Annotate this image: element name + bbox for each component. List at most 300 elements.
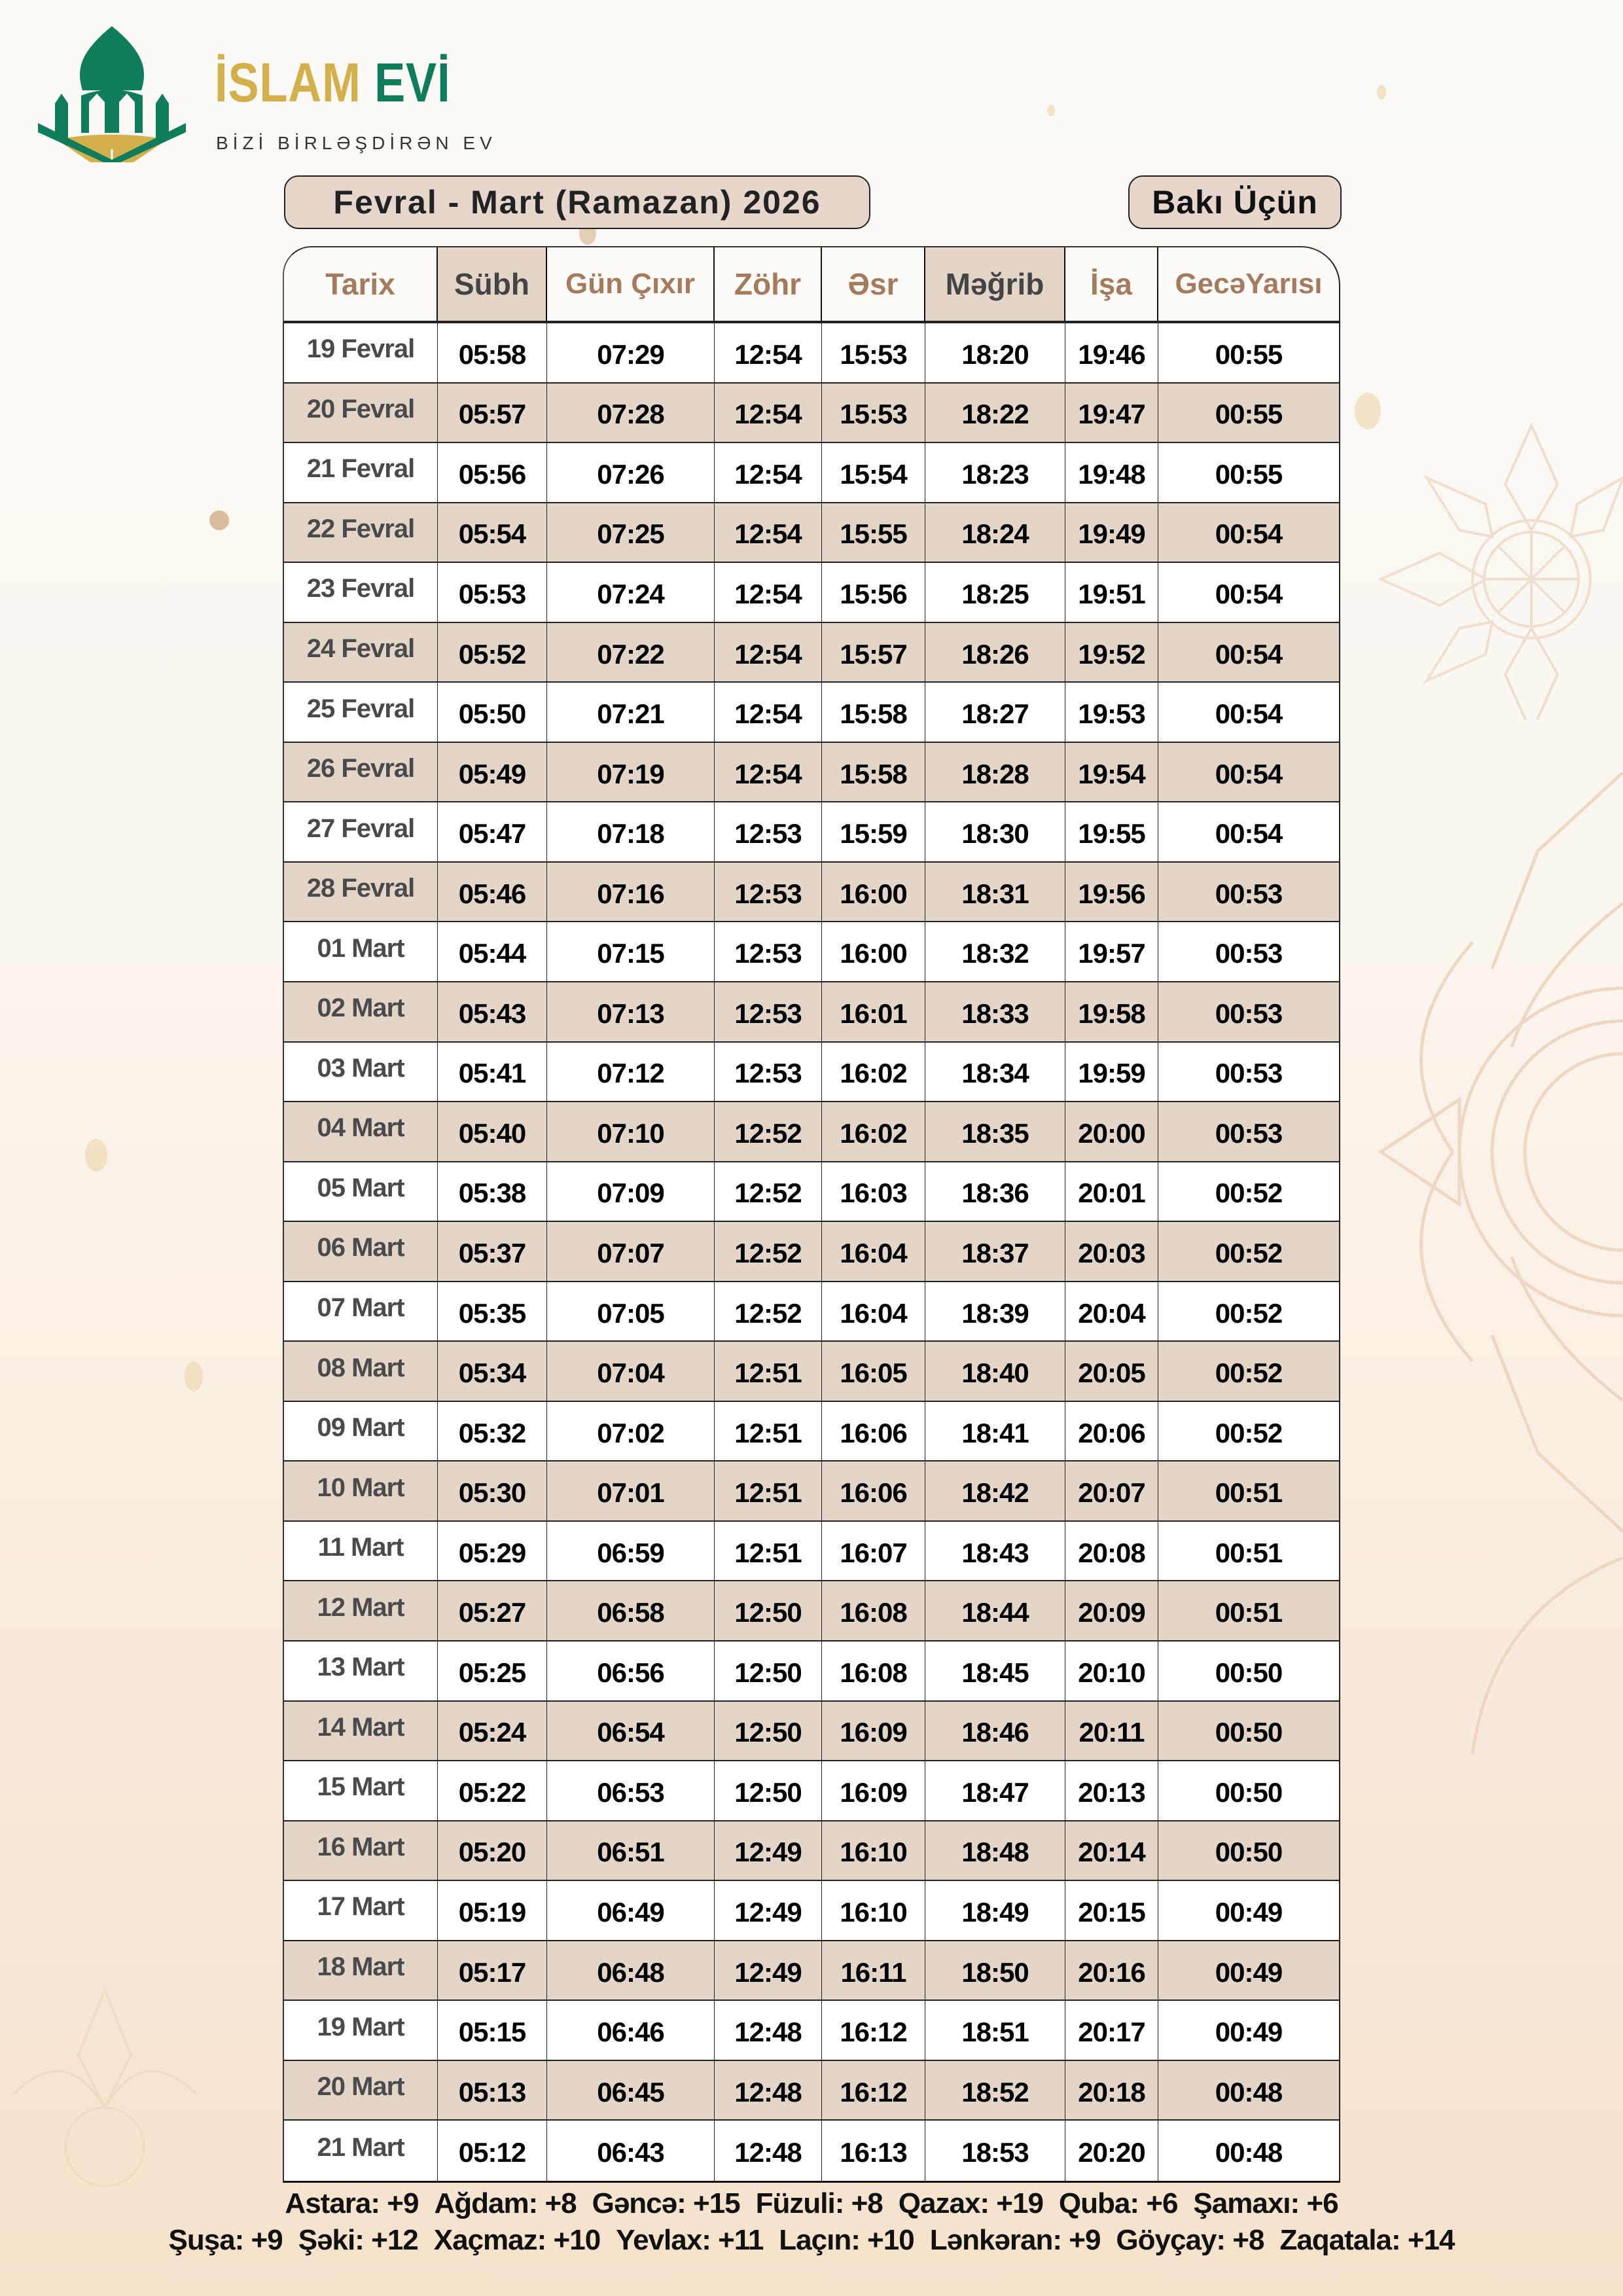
table-row xyxy=(284,503,1339,564)
cell-sunrise: 06:59 xyxy=(547,1522,715,1581)
cell-date: 05 Mart xyxy=(284,1162,438,1221)
cell-sunrise: 07:04 xyxy=(547,1342,715,1401)
cell-fajr: 05:38 xyxy=(438,1162,547,1221)
cell-dhuhr: 12:50 xyxy=(715,1702,822,1761)
cell-dhuhr: 12:54 xyxy=(715,623,822,682)
cell-asr: 16:08 xyxy=(822,1581,925,1640)
brand-tagline: BİZİ BİRLƏŞDİRƏN EV xyxy=(216,133,497,153)
cell-fajr: 05:34 xyxy=(438,1342,547,1401)
cell-date: 21 Fevral xyxy=(284,443,438,502)
table-row xyxy=(284,443,1339,503)
cell-fajr: 05:19 xyxy=(438,1881,547,1940)
cell-midnight: 00:54 xyxy=(1215,758,1283,789)
cell-isha: 20:10 xyxy=(1065,1641,1158,1700)
cell-sunrise: 06:51 xyxy=(547,1821,715,1880)
city-offsets-line-2 xyxy=(0,2224,1623,2257)
city-offset: Zaqatala: +14 xyxy=(1279,2224,1455,2256)
cell-asr: 16:09 xyxy=(822,1702,925,1761)
column-header-fajr: Sübh xyxy=(438,247,547,321)
cell-asr: 16:00 xyxy=(822,863,925,922)
cell-dhuhr: 12:54 xyxy=(715,743,822,802)
cell-midnight: 00:53 xyxy=(1215,1117,1283,1149)
cell-midnight: 00:52 xyxy=(1215,1297,1283,1329)
cell-date: 17 Mart xyxy=(284,1881,438,1940)
cell-asr: 16:09 xyxy=(822,1761,925,1820)
cell-dhuhr: 12:50 xyxy=(715,1761,822,1820)
cell-sunrise: 07:22 xyxy=(547,623,715,682)
cell-maghrib: 18:51 xyxy=(925,2001,1065,2060)
cell-maghrib: 18:34 xyxy=(925,1043,1065,1102)
cell-midnight: 00:48 xyxy=(1215,2076,1283,2108)
cell-dhuhr: 12:52 xyxy=(715,1162,822,1221)
cell-sunrise: 07:25 xyxy=(547,503,715,562)
cell-date: 09 Mart xyxy=(284,1402,438,1461)
cell-sunrise: 07:12 xyxy=(547,1043,715,1102)
cell-date: 21 Mart xyxy=(284,2121,438,2181)
city-offset: Şəki: +12 xyxy=(298,2224,418,2256)
cell-maghrib: 18:26 xyxy=(925,623,1065,682)
cell-asr: 16:05 xyxy=(822,1342,925,1401)
cell-maghrib: 18:40 xyxy=(925,1342,1065,1401)
cell-fajr: 05:27 xyxy=(438,1581,547,1640)
cell-maghrib: 18:31 xyxy=(925,863,1065,922)
table-row xyxy=(284,1821,1339,1882)
cell-asr: 16:03 xyxy=(822,1162,925,1221)
table-row xyxy=(284,1102,1339,1162)
cell-midnight: 00:50 xyxy=(1215,1837,1283,1868)
table-row xyxy=(284,743,1339,803)
cell-midnight: 00:49 xyxy=(1215,2017,1283,2048)
cell-sunrise: 07:26 xyxy=(547,443,715,502)
table-row xyxy=(284,1581,1339,1641)
cell-sunrise: 07:10 xyxy=(547,1102,715,1161)
cell-fajr: 05:40 xyxy=(438,1102,547,1161)
cell-isha: 20:20 xyxy=(1065,2121,1158,2181)
city-offset: Füzuli: +8 xyxy=(755,2187,883,2219)
cell-maghrib: 18:49 xyxy=(925,1881,1065,1940)
mandala-decoration-bottom-left xyxy=(0,1964,236,2199)
cell-fajr: 05:17 xyxy=(438,1941,547,2000)
cell-maghrib: 18:53 xyxy=(925,2121,1065,2181)
cell-date: 16 Mart xyxy=(284,1821,438,1880)
cell-dhuhr: 12:48 xyxy=(715,2001,822,2060)
cell-dhuhr: 12:53 xyxy=(715,863,822,922)
cell-asr: 16:06 xyxy=(822,1402,925,1461)
cell-maghrib: 18:27 xyxy=(925,683,1065,742)
cell-sunrise: 07:15 xyxy=(547,922,715,981)
cell-date: 19 Fevral xyxy=(284,323,438,382)
cell-midnight: 00:49 xyxy=(1215,1956,1283,1988)
city-offset: Yevlax: +11 xyxy=(616,2224,764,2256)
cell-date: 07 Mart xyxy=(284,1282,438,1341)
cell-dhuhr: 12:50 xyxy=(715,1581,822,1640)
table-row xyxy=(284,922,1339,982)
table-row xyxy=(284,1462,1339,1522)
cell-maghrib: 18:35 xyxy=(925,1102,1065,1161)
table-row xyxy=(284,802,1339,863)
cell-sunrise: 07:21 xyxy=(547,683,715,742)
city-offsets-line-1 xyxy=(0,2187,1623,2220)
cell-isha: 19:58 xyxy=(1065,982,1158,1041)
cell-sunrise: 07:13 xyxy=(547,982,715,1041)
mandala-decoration-top xyxy=(1361,406,1623,720)
column-header-sunrise: Gün Çıxır xyxy=(547,247,715,321)
city-offset: Lənkəran: +9 xyxy=(929,2224,1101,2256)
table-row xyxy=(284,1162,1339,1223)
cell-asr: 16:10 xyxy=(822,1881,925,1940)
cell-isha: 19:54 xyxy=(1065,743,1158,802)
cell-date: 24 Fevral xyxy=(284,623,438,682)
cell-midnight: 00:54 xyxy=(1215,638,1283,670)
cell-fajr: 05:56 xyxy=(438,443,547,502)
cell-fajr: 05:22 xyxy=(438,1761,547,1820)
cell-maghrib: 18:37 xyxy=(925,1222,1065,1281)
cell-isha: 20:13 xyxy=(1065,1761,1158,1820)
cell-maghrib: 18:25 xyxy=(925,563,1065,622)
cell-date: 26 Fevral xyxy=(284,743,438,802)
cell-midnight: 00:52 xyxy=(1215,1177,1283,1209)
cell-date: 14 Mart xyxy=(284,1702,438,1761)
cell-date: 19 Mart xyxy=(284,2001,438,2060)
city-offset: Quba: +6 xyxy=(1058,2187,1178,2219)
table-row xyxy=(284,683,1339,743)
table-row xyxy=(284,1941,1339,2001)
cell-maghrib: 18:36 xyxy=(925,1162,1065,1221)
cell-date: 13 Mart xyxy=(284,1641,438,1700)
cell-maghrib: 18:32 xyxy=(925,922,1065,981)
cell-maghrib: 18:22 xyxy=(925,384,1065,442)
column-header-isha: İşa xyxy=(1065,247,1158,321)
paint-splash xyxy=(1047,105,1055,117)
cell-dhuhr: 12:52 xyxy=(715,1282,822,1341)
cell-dhuhr: 12:54 xyxy=(715,384,822,442)
cell-midnight: 00:51 xyxy=(1215,1597,1283,1628)
table-row xyxy=(284,1641,1339,1702)
cell-isha: 20:16 xyxy=(1065,1941,1158,2000)
cell-midnight: 00:53 xyxy=(1215,938,1283,969)
cell-isha: 19:47 xyxy=(1065,384,1158,442)
cell-date: 12 Mart xyxy=(284,1581,438,1640)
cell-fajr: 05:49 xyxy=(438,743,547,802)
cell-midnight: 00:50 xyxy=(1215,1717,1283,1748)
cell-maghrib: 18:48 xyxy=(925,1821,1065,1880)
cell-asr: 15:56 xyxy=(822,563,925,622)
brand-name xyxy=(215,52,451,113)
cell-sunrise: 07:07 xyxy=(547,1222,715,1281)
cell-asr: 16:12 xyxy=(822,2061,925,2120)
cell-midnight: 00:52 xyxy=(1215,1237,1283,1268)
cell-isha: 19:57 xyxy=(1065,922,1158,981)
cell-fajr: 05:46 xyxy=(438,863,547,922)
cell-asr: 16:04 xyxy=(822,1282,925,1341)
cell-dhuhr: 12:51 xyxy=(715,1402,822,1461)
cell-dhuhr: 12:53 xyxy=(715,982,822,1041)
cell-date: 28 Fevral xyxy=(284,863,438,922)
cell-sunrise: 07:18 xyxy=(547,802,715,861)
cell-midnight: 00:55 xyxy=(1215,458,1283,490)
cell-asr: 15:58 xyxy=(822,743,925,802)
cell-dhuhr: 12:48 xyxy=(715,2061,822,2120)
cell-midnight: 00:55 xyxy=(1215,399,1283,430)
cell-midnight: 00:52 xyxy=(1215,1417,1283,1448)
column-header-dhuhr: Zöhr xyxy=(715,247,822,321)
cell-fajr: 05:37 xyxy=(438,1222,547,1281)
cell-date: 01 Mart xyxy=(284,922,438,981)
cell-asr: 16:10 xyxy=(822,1821,925,1880)
cell-fajr: 05:24 xyxy=(438,1702,547,1761)
cell-date: 23 Fevral xyxy=(284,563,438,622)
brand-logo xyxy=(37,25,691,162)
cell-date: 11 Mart xyxy=(284,1522,438,1581)
cell-maghrib: 18:42 xyxy=(925,1462,1065,1520)
cell-asr: 16:02 xyxy=(822,1043,925,1102)
cell-maghrib: 18:28 xyxy=(925,743,1065,802)
cell-midnight: 00:51 xyxy=(1215,1537,1283,1568)
cell-fajr: 05:53 xyxy=(438,563,547,622)
cell-isha: 20:03 xyxy=(1065,1222,1158,1281)
cell-isha: 20:04 xyxy=(1065,1282,1158,1341)
cell-dhuhr: 12:51 xyxy=(715,1522,822,1581)
cell-isha: 20:07 xyxy=(1065,1462,1158,1520)
cell-maghrib: 18:41 xyxy=(925,1402,1065,1461)
cell-sunrise: 07:24 xyxy=(547,563,715,622)
column-header-midnight: GecəYarısı xyxy=(1175,268,1323,300)
city-badge: Bakı Üçün xyxy=(1128,175,1342,229)
cell-isha: 19:48 xyxy=(1065,443,1158,502)
cell-isha: 19:59 xyxy=(1065,1043,1158,1102)
cell-dhuhr: 12:49 xyxy=(715,1941,822,2000)
cell-dhuhr: 12:52 xyxy=(715,1102,822,1161)
paint-splash xyxy=(185,1361,203,1391)
cell-sunrise: 06:46 xyxy=(547,2001,715,2060)
table-row xyxy=(284,384,1339,444)
table-body xyxy=(283,323,1340,2183)
cell-maghrib: 18:50 xyxy=(925,1941,1065,2000)
brand-name-part2: EVİ xyxy=(374,52,451,113)
cell-maghrib: 18:45 xyxy=(925,1641,1065,1700)
cell-fajr: 05:30 xyxy=(438,1462,547,1520)
cell-isha: 20:18 xyxy=(1065,2061,1158,2120)
cell-midnight: 00:54 xyxy=(1215,818,1283,850)
cell-isha: 20:11 xyxy=(1065,1702,1158,1761)
mosque-book-icon xyxy=(37,25,187,162)
cell-fajr: 05:58 xyxy=(438,323,547,382)
cell-sunrise: 07:16 xyxy=(547,863,715,922)
cell-midnight: 00:54 xyxy=(1215,518,1283,550)
cell-fajr: 05:57 xyxy=(438,384,547,442)
cell-date: 20 Mart xyxy=(284,2061,438,2120)
cell-fajr: 05:15 xyxy=(438,2001,547,2060)
paint-splash xyxy=(209,511,229,530)
cell-midnight: 00:53 xyxy=(1215,997,1283,1029)
cell-fajr: 05:20 xyxy=(438,1821,547,1880)
table-row xyxy=(284,1881,1339,1941)
cell-dhuhr: 12:53 xyxy=(715,1043,822,1102)
cell-isha: 19:56 xyxy=(1065,863,1158,922)
cell-fajr: 05:50 xyxy=(438,683,547,742)
cell-date: 27 Fevral xyxy=(284,802,438,861)
cell-sunrise: 06:43 xyxy=(547,2121,715,2181)
cell-asr: 15:55 xyxy=(822,503,925,562)
cell-sunrise: 06:56 xyxy=(547,1641,715,1700)
cell-date: 10 Mart xyxy=(284,1462,438,1520)
cell-date: 20 Fevral xyxy=(284,384,438,442)
city-offset: Gəncə: +15 xyxy=(592,2187,740,2219)
cell-dhuhr: 12:48 xyxy=(715,2121,822,2181)
period-title: Fevral - Mart (Ramazan) 2026 xyxy=(284,175,870,229)
cell-dhuhr: 12:49 xyxy=(715,1881,822,1940)
column-header-date: Tarix xyxy=(284,247,438,321)
cell-dhuhr: 12:49 xyxy=(715,1821,822,1880)
cell-asr: 15:53 xyxy=(822,323,925,382)
cell-sunrise: 07:28 xyxy=(547,384,715,442)
cell-dhuhr: 12:53 xyxy=(715,922,822,981)
cell-fajr: 05:32 xyxy=(438,1402,547,1461)
cell-asr: 16:02 xyxy=(822,1102,925,1161)
cell-fajr: 05:29 xyxy=(438,1522,547,1581)
city-offset: Astara: +9 xyxy=(285,2187,419,2219)
cell-maghrib: 18:47 xyxy=(925,1761,1065,1820)
cell-fajr: 05:52 xyxy=(438,623,547,682)
cell-sunrise: 07:29 xyxy=(547,323,715,382)
table-row xyxy=(284,2061,1339,2121)
cell-maghrib: 18:46 xyxy=(925,1702,1065,1761)
cell-fajr: 05:41 xyxy=(438,1043,547,1102)
cell-midnight: 00:53 xyxy=(1215,1058,1283,1089)
cell-maghrib: 18:23 xyxy=(925,443,1065,502)
cell-midnight: 00:54 xyxy=(1215,698,1283,730)
table-row xyxy=(284,1222,1339,1282)
cell-sunrise: 06:48 xyxy=(547,1941,715,2000)
cell-maghrib: 18:30 xyxy=(925,802,1065,861)
cell-midnight: 00:49 xyxy=(1215,1896,1283,1928)
cell-date: 15 Mart xyxy=(284,1761,438,1820)
cell-dhuhr: 12:54 xyxy=(715,563,822,622)
cell-sunrise: 06:53 xyxy=(547,1761,715,1820)
cell-maghrib: 18:52 xyxy=(925,2061,1065,2120)
table-row xyxy=(284,863,1339,923)
table-row xyxy=(284,1702,1339,1762)
cell-maghrib: 18:20 xyxy=(925,323,1065,382)
cell-isha: 19:52 xyxy=(1065,623,1158,682)
cell-fajr: 05:47 xyxy=(438,802,547,861)
paint-splash xyxy=(1377,85,1386,99)
cell-isha: 20:09 xyxy=(1065,1581,1158,1640)
table-header xyxy=(283,246,1340,323)
cell-isha: 19:46 xyxy=(1065,323,1158,382)
table-row xyxy=(284,1342,1339,1402)
cell-fajr: 05:43 xyxy=(438,982,547,1041)
cell-asr: 16:08 xyxy=(822,1641,925,1700)
cell-date: 02 Mart xyxy=(284,982,438,1041)
cell-dhuhr: 12:52 xyxy=(715,1222,822,1281)
cell-dhuhr: 12:51 xyxy=(715,1342,822,1401)
cell-asr: 15:58 xyxy=(822,683,925,742)
cell-maghrib: 18:43 xyxy=(925,1522,1065,1581)
city-offset: Göyçay: +8 xyxy=(1116,2224,1264,2256)
cell-date: 06 Mart xyxy=(284,1222,438,1281)
cell-isha: 19:51 xyxy=(1065,563,1158,622)
cell-asr: 16:07 xyxy=(822,1522,925,1581)
cell-midnight: 00:51 xyxy=(1215,1477,1283,1509)
cell-isha: 19:49 xyxy=(1065,503,1158,562)
table-row xyxy=(284,2121,1339,2181)
cell-fajr: 05:35 xyxy=(438,1282,547,1341)
cell-dhuhr: 12:54 xyxy=(715,443,822,502)
cell-isha: 19:55 xyxy=(1065,802,1158,861)
cell-asr: 16:01 xyxy=(822,982,925,1041)
cell-isha: 20:00 xyxy=(1065,1102,1158,1161)
mandala-decoration-right xyxy=(1342,772,1623,1754)
column-header-asr: Əsr xyxy=(822,247,925,321)
cell-asr: 16:11 xyxy=(822,1941,925,2000)
cell-sunrise: 07:19 xyxy=(547,743,715,802)
cell-midnight: 00:55 xyxy=(1215,338,1283,370)
cell-maghrib: 18:24 xyxy=(925,503,1065,562)
cell-midnight: 00:48 xyxy=(1215,2137,1283,2168)
brand-name-part1: İSLAM xyxy=(215,52,361,113)
table-row xyxy=(284,623,1339,683)
cell-sunrise: 06:54 xyxy=(547,1702,715,1761)
table-row xyxy=(284,982,1339,1043)
city-offset: Qazax: +19 xyxy=(898,2187,1043,2219)
city-offset: Şuşa: +9 xyxy=(168,2224,283,2256)
cell-isha: 20:14 xyxy=(1065,1821,1158,1880)
cell-date: 18 Mart xyxy=(284,1941,438,2000)
cell-dhuhr: 12:51 xyxy=(715,1462,822,1520)
cell-isha: 20:17 xyxy=(1065,2001,1158,2060)
cell-isha: 20:15 xyxy=(1065,1881,1158,1940)
table-row xyxy=(284,2001,1339,2061)
city-offset: Şamaxı: +6 xyxy=(1193,2187,1338,2219)
cell-asr: 16:12 xyxy=(822,2001,925,2060)
cell-midnight: 00:54 xyxy=(1215,578,1283,609)
cell-sunrise: 07:05 xyxy=(547,1282,715,1341)
cell-asr: 16:13 xyxy=(822,2121,925,2181)
city-offset: Ağdam: +8 xyxy=(434,2187,577,2219)
cell-midnight: 00:50 xyxy=(1215,1657,1283,1688)
cell-date: 04 Mart xyxy=(284,1102,438,1161)
cell-isha: 20:08 xyxy=(1065,1522,1158,1581)
cell-dhuhr: 12:50 xyxy=(715,1641,822,1700)
cell-fajr: 05:54 xyxy=(438,503,547,562)
cell-date: 22 Fevral xyxy=(284,503,438,562)
cell-dhuhr: 12:54 xyxy=(715,323,822,382)
table-row xyxy=(284,1043,1339,1103)
table-row xyxy=(284,1282,1339,1342)
cell-dhuhr: 12:54 xyxy=(715,683,822,742)
cell-midnight: 00:50 xyxy=(1215,1776,1283,1808)
cell-maghrib: 18:33 xyxy=(925,982,1065,1041)
cell-dhuhr: 12:54 xyxy=(715,503,822,562)
cell-asr: 15:57 xyxy=(822,623,925,682)
cell-midnight: 00:53 xyxy=(1215,878,1283,909)
cell-sunrise: 07:09 xyxy=(547,1162,715,1221)
cell-sunrise: 06:49 xyxy=(547,1881,715,1940)
cell-isha: 19:53 xyxy=(1065,683,1158,742)
table-row xyxy=(284,563,1339,623)
cell-asr: 16:06 xyxy=(822,1462,925,1520)
cell-sunrise: 07:01 xyxy=(547,1462,715,1520)
city-offset: Xaçmaz: +10 xyxy=(433,2224,601,2256)
column-header-maghrib: Məğrib xyxy=(925,247,1065,321)
cell-fajr: 05:13 xyxy=(438,2061,547,2120)
cell-isha: 20:01 xyxy=(1065,1162,1158,1221)
paint-splash xyxy=(85,1139,107,1172)
cell-asr: 15:59 xyxy=(822,802,925,861)
cell-asr: 15:54 xyxy=(822,443,925,502)
cell-date: 08 Mart xyxy=(284,1342,438,1401)
